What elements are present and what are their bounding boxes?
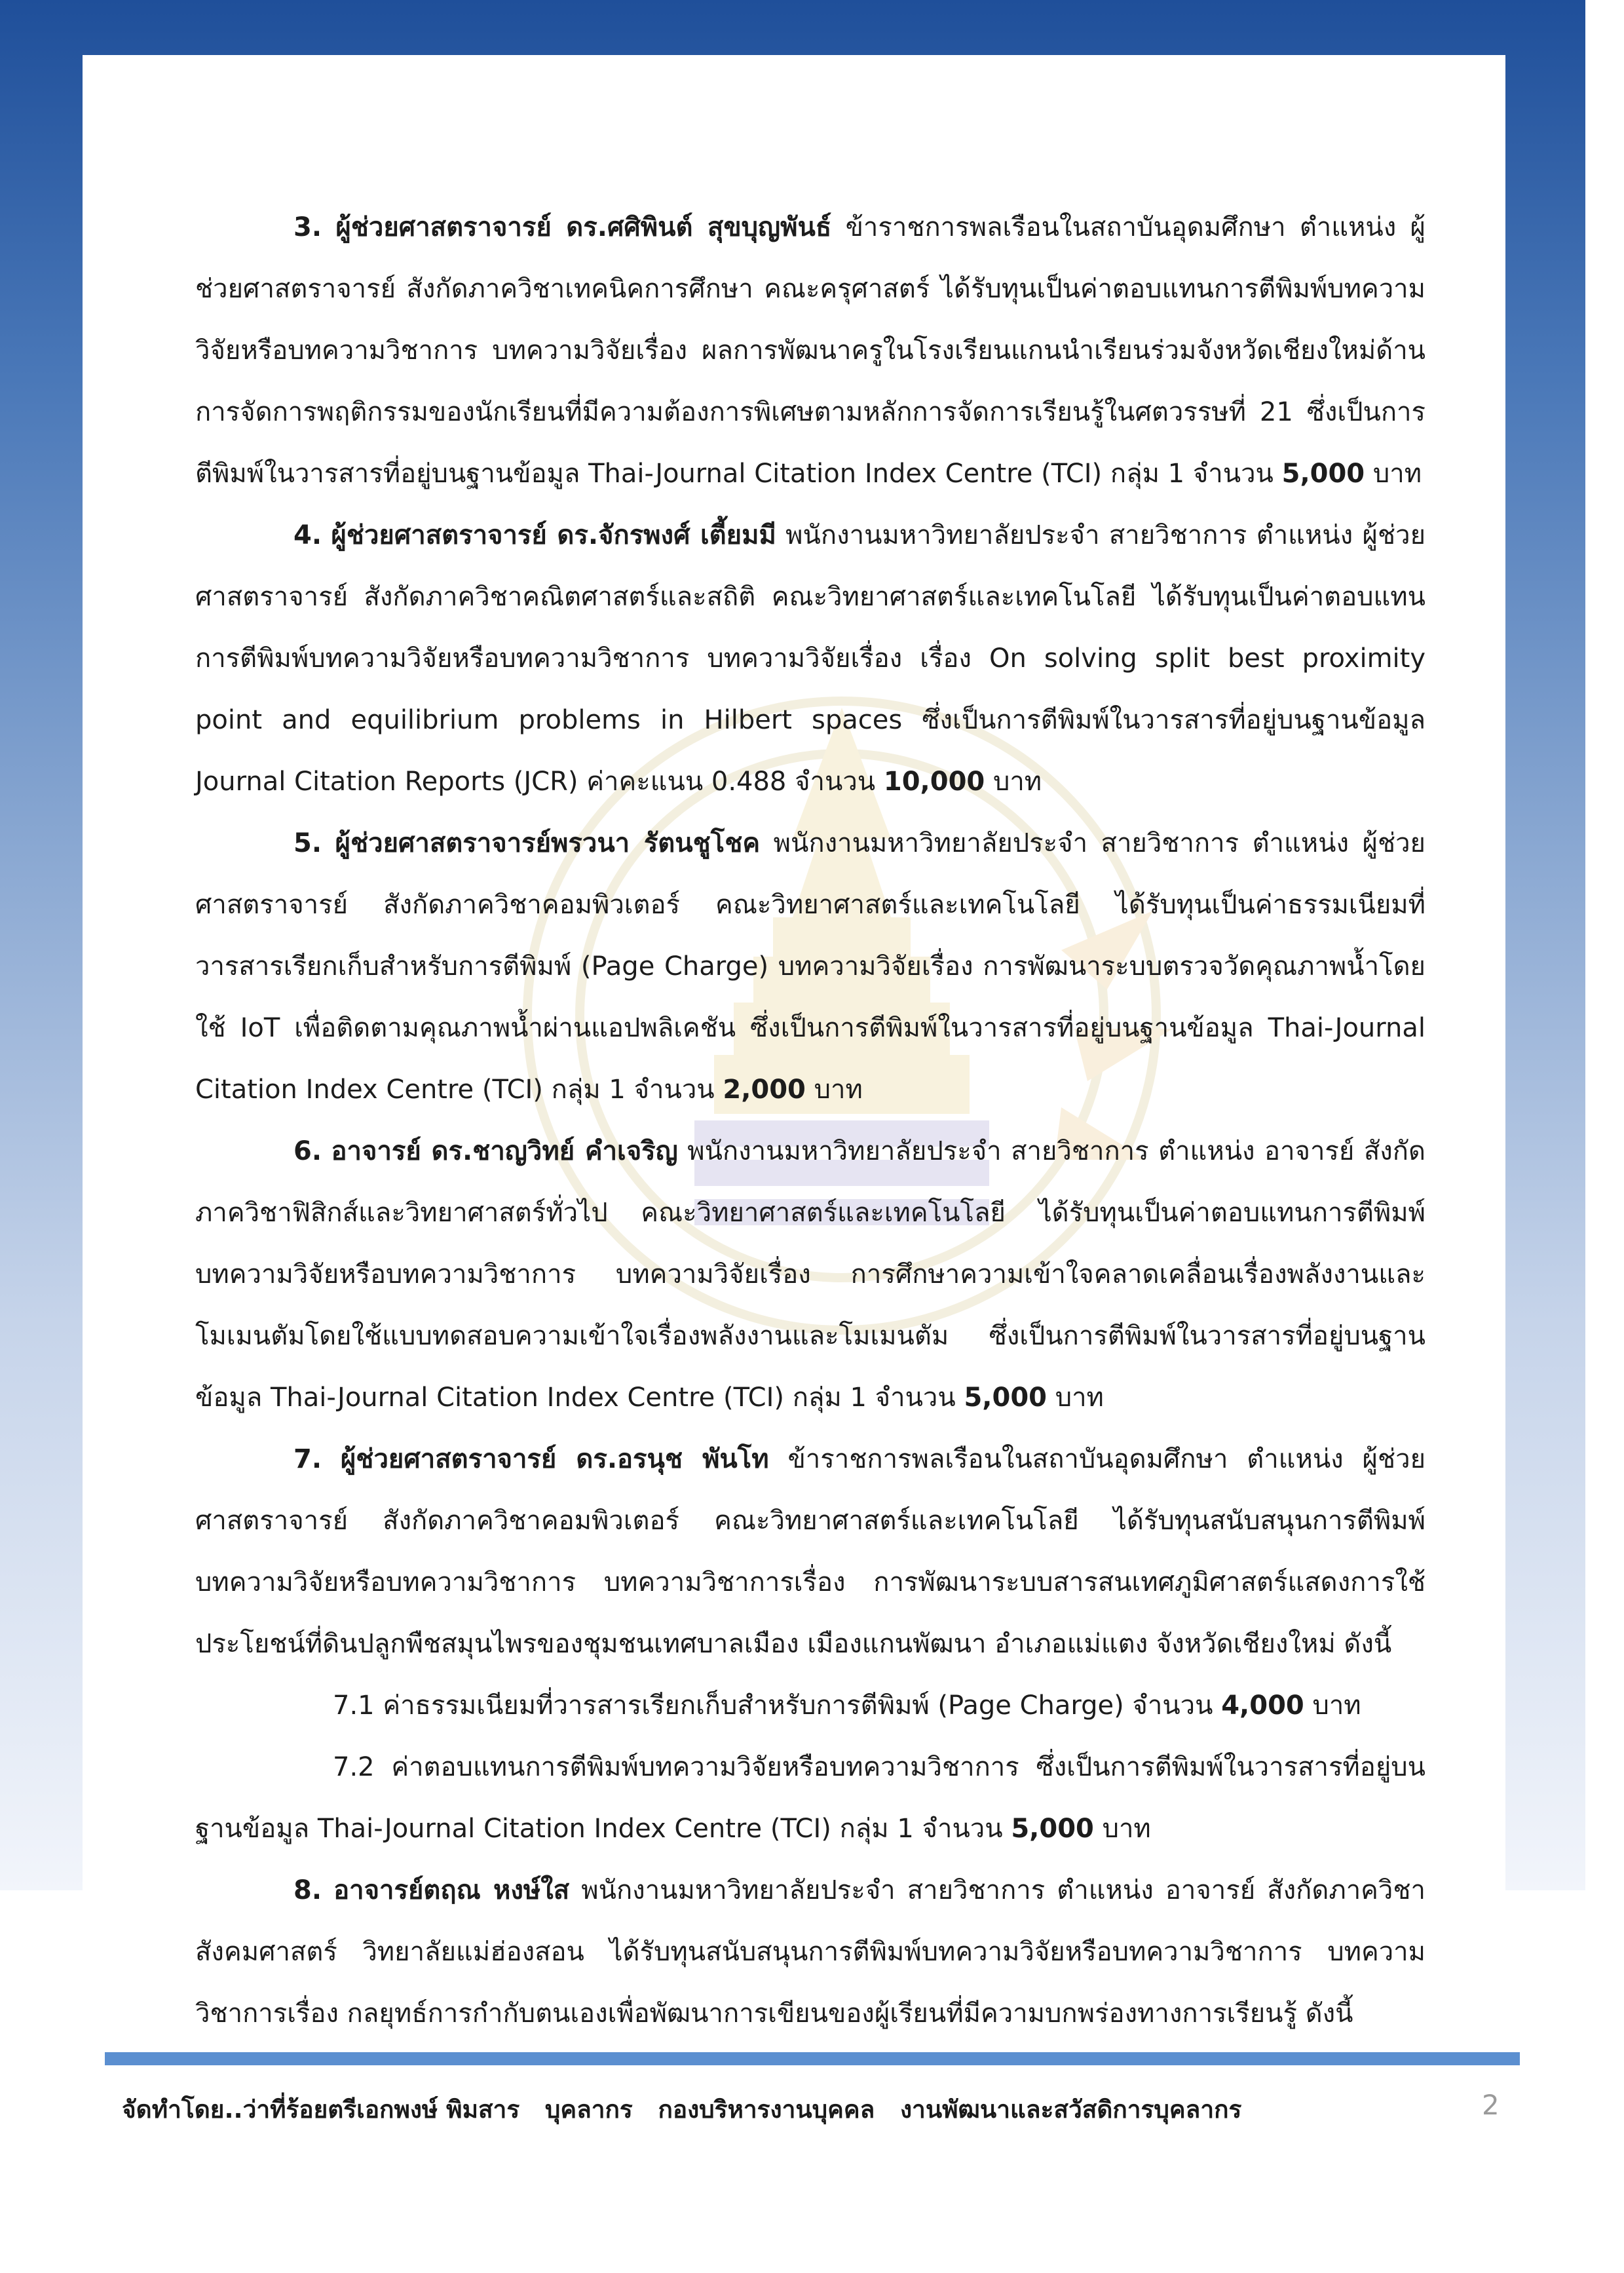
recipient-name: ผู้ช่วยศาสตราจารย์ ดร.ศศิพินต์ สุขบุญพันธ์ [335, 212, 832, 242]
grant-amount: 5,000 [964, 1383, 1047, 1413]
sub-item [195, 1675, 1426, 1736]
item-number: 4. [293, 520, 322, 550]
currency-unit: บาท [1102, 1814, 1151, 1844]
grant-amount: 4,000 [1221, 1690, 1304, 1721]
list-item [195, 1428, 1426, 1675]
recipient-name: ผู้ช่วยศาสตราจารย์ ดร.อรนุช พันโท [340, 1444, 769, 1474]
item-number: 7. [293, 1444, 322, 1474]
grant-amount: 5,000 [1011, 1814, 1094, 1844]
list-item [195, 1120, 1426, 1428]
recipient-name: ผู้ช่วยศาสตราจารย์พรวนา รัตนชูโชค [335, 828, 761, 858]
list-item [195, 812, 1426, 1120]
item-description: พนักงานมหาวิทยาลัยประจำ สายวิชาการ ตำแหน่ง ผู้ช่วยศาสตราจารย์ สังกัดภาควิชาคณิตศาสตร์และสถิติ คณะวิทยาศาสตร์และเทคโนโลยี ได้รับทุนเป็นค่าตอบแทนการตีพิมพ์บทความวิจัยหรือบทความวิชาการ บทความวิจัยเรื่อง เรื่อง On solving split best proximity point and equilibrium problems in Hilbert spaces ซึ่งเป็นการตีพิมพ์ในวารสารที่อยู่บนฐานข้อมูล Journal Citation Reports (JCR) ค่าคะแนน 0.488 จำนวน [195, 520, 1426, 797]
item-number: 6. [293, 1136, 322, 1166]
item-description: พนักงานมหาวิทยาลัยประจำ สายวิชาการ ตำแหน่ง อาจารย์ สังกัดภาควิชาสังคมศาสตร์ วิทยาลัยแม่ฮ่องสอน ได้รับทุนสนับสนุนการตีพิมพ์บทความวิจัยหรือบทความวิชาการ บทความวิชาการเรื่อง กลยุทธ์การกำกับตนเองเพื่อพัฒนาการเขียนของผู้เรียนที่มีความบกพร่องทางการเรียนรู้ ดังนี้ [195, 1875, 1426, 2029]
footer-credit: จัดทำโดย..ว่าที่ร้อยตรีเอกพงษ์ พิมสาร บุคลากร กองบริหารงานบุคคล งานพัฒนาและสวัสดิการบุคลากร [122, 2095, 1242, 2124]
grant-amount: 5,000 [1281, 459, 1365, 489]
item-number: 3. [293, 212, 322, 242]
recipient-name: อาจารย์ ดร.ชาญวิทย์ คำเจริญ [331, 1136, 678, 1166]
currency-unit: บาท [992, 767, 1042, 797]
item-description: พนักงานมหาวิทยาลัยประจำ สายวิชาการ ตำแหน่ง ผู้ช่วยศาสตราจารย์ สังกัดภาควิชาคอมพิวเตอร์ คณะวิทยาศาสตร์และเทคโนโลยี ได้รับทุนเป็นค่าธรรมเนียมที่วารสารเรียกเก็บสำหรับการตีพิมพ์ (Page Charge) บทความวิจัยเรื่อง การพัฒนาระบบตรวจวัดคุณภาพน้ำโดยใช้ IoT เพื่อติดตามคุณภาพน้ำผ่านแอปพลิเคชัน ซึ่งเป็นการตีพิมพ์ในวารสารที่อยู่บนฐานข้อมูล Thai-Journal Citation Index Centre (TCI) กลุ่ม 1 จำนวน [195, 828, 1426, 1105]
sub-item-description: 7.1 ค่าธรรมเนียมที่วารสารเรียกเก็บสำหรับการตีพิมพ์ (Page Charge) จำนวน [333, 1690, 1213, 1721]
footer-divider [105, 2052, 1520, 2065]
currency-unit: บาท [814, 1075, 863, 1105]
item-description: ข้าราชการพลเรือนในสถาบันอุดมศึกษา ตำแหน่ง ผู้ช่วยศาสตราจารย์ สังกัดภาควิชาคอมพิวเตอร์ คณะวิทยาศาสตร์และเทคโนโลยี ได้รับทุนสนับสนุนการตีพิมพ์บทความวิจัยหรือบทความวิชาการ บทความวิชาการเรื่อง การพัฒนาระบบสารสนเทศภูมิศาสตร์แสดงการใช้ประโยชน์ที่ดินปลูกพืชสมุนไพรของชุมชนเทศบาลเมือง เมืองแกนพัฒนา อำเภอแม่แตง จังหวัดเชียงใหม่ ดังนี้ [195, 1444, 1426, 1659]
recipient-name: ผู้ช่วยศาสตราจารย์ ดร.จักรพงศ์ เตี้ยมมี [331, 520, 776, 550]
item-description: ข้าราชการพลเรือนในสถาบันอุดมศึกษา ตำแหน่ง ผู้ช่วยศาสตราจารย์ สังกัดภาควิชาเทคนิคการศึกษา คณะครุศาสตร์ ได้รับทุนเป็นค่าตอบแทนการตีพิมพ์บทความวิจัยหรือบทความวิชาการ บทความวิจัยเรื่อง ผลการพัฒนาครูในโรงเรียนแกนนำเรียนร่วมจังหวัดเชียงใหม่ด้านการจัดการพฤติกรรมของนักเรียนที่มีความต้องการพิเศษตามหลักการจัดการเรียนรู้ในศตวรรษที่ 21 ซึ่งเป็นการตีพิมพ์ในวารสารที่อยู่บนฐานข้อมูล Thai-Journal Citation Index Centre (TCI) กลุ่ม 1 จำนวน [195, 212, 1426, 489]
currency-unit: บาท [1312, 1690, 1361, 1721]
grant-amount: 10,000 [883, 767, 985, 797]
document-body [195, 197, 1426, 2044]
grant-amount: 2,000 [723, 1075, 806, 1105]
item-number: 8. [293, 1875, 322, 1905]
list-item [195, 1860, 1426, 2044]
currency-unit: บาท [1372, 459, 1422, 489]
sub-item [195, 1736, 1426, 1860]
sub-item-description: 7.2 ค่าตอบแทนการตีพิมพ์บทความวิจัยหรือบทความวิชาการ ซึ่งเป็นการตีพิมพ์ในวารสารที่อยู่บนฐานข้อมูล Thai-Journal Citation Index Centre (TCI) กลุ่ม 1 จำนวน [195, 1752, 1426, 1844]
item-description: พนักงานมหาวิทยาลัยประจำ สายวิชาการ ตำแหน่ง อาจารย์ สังกัดภาควิชาฟิสิกส์และวิทยาศาสตร์ทั่วไป คณะวิทยาศาสตร์และเทคโนโลยี ได้รับทุนเป็นค่าตอบแทนการตีพิมพ์บทความวิจัยหรือบทความวิชาการ บทความวิจัยเรื่อง การศึกษาความเข้าใจคลาดเคลื่อนเรื่องพลังงานและโมเมนตัมโดยใช้แบบทดสอบความเข้าใจเรื่องพลังงานและโมเมนตัม ซึ่งเป็นการตีพิมพ์ในวารสารที่อยู่บนฐานข้อมูล Thai-Journal Citation Index Centre (TCI) กลุ่ม 1 จำนวน [195, 1136, 1426, 1413]
list-item [195, 197, 1426, 505]
page-number: 2 [1482, 2089, 1500, 2121]
item-number: 5. [293, 828, 322, 858]
recipient-name: อาจารย์ตฤณ หงษ์ใส [333, 1875, 570, 1905]
currency-unit: บาท [1055, 1383, 1104, 1413]
list-item [195, 505, 1426, 812]
